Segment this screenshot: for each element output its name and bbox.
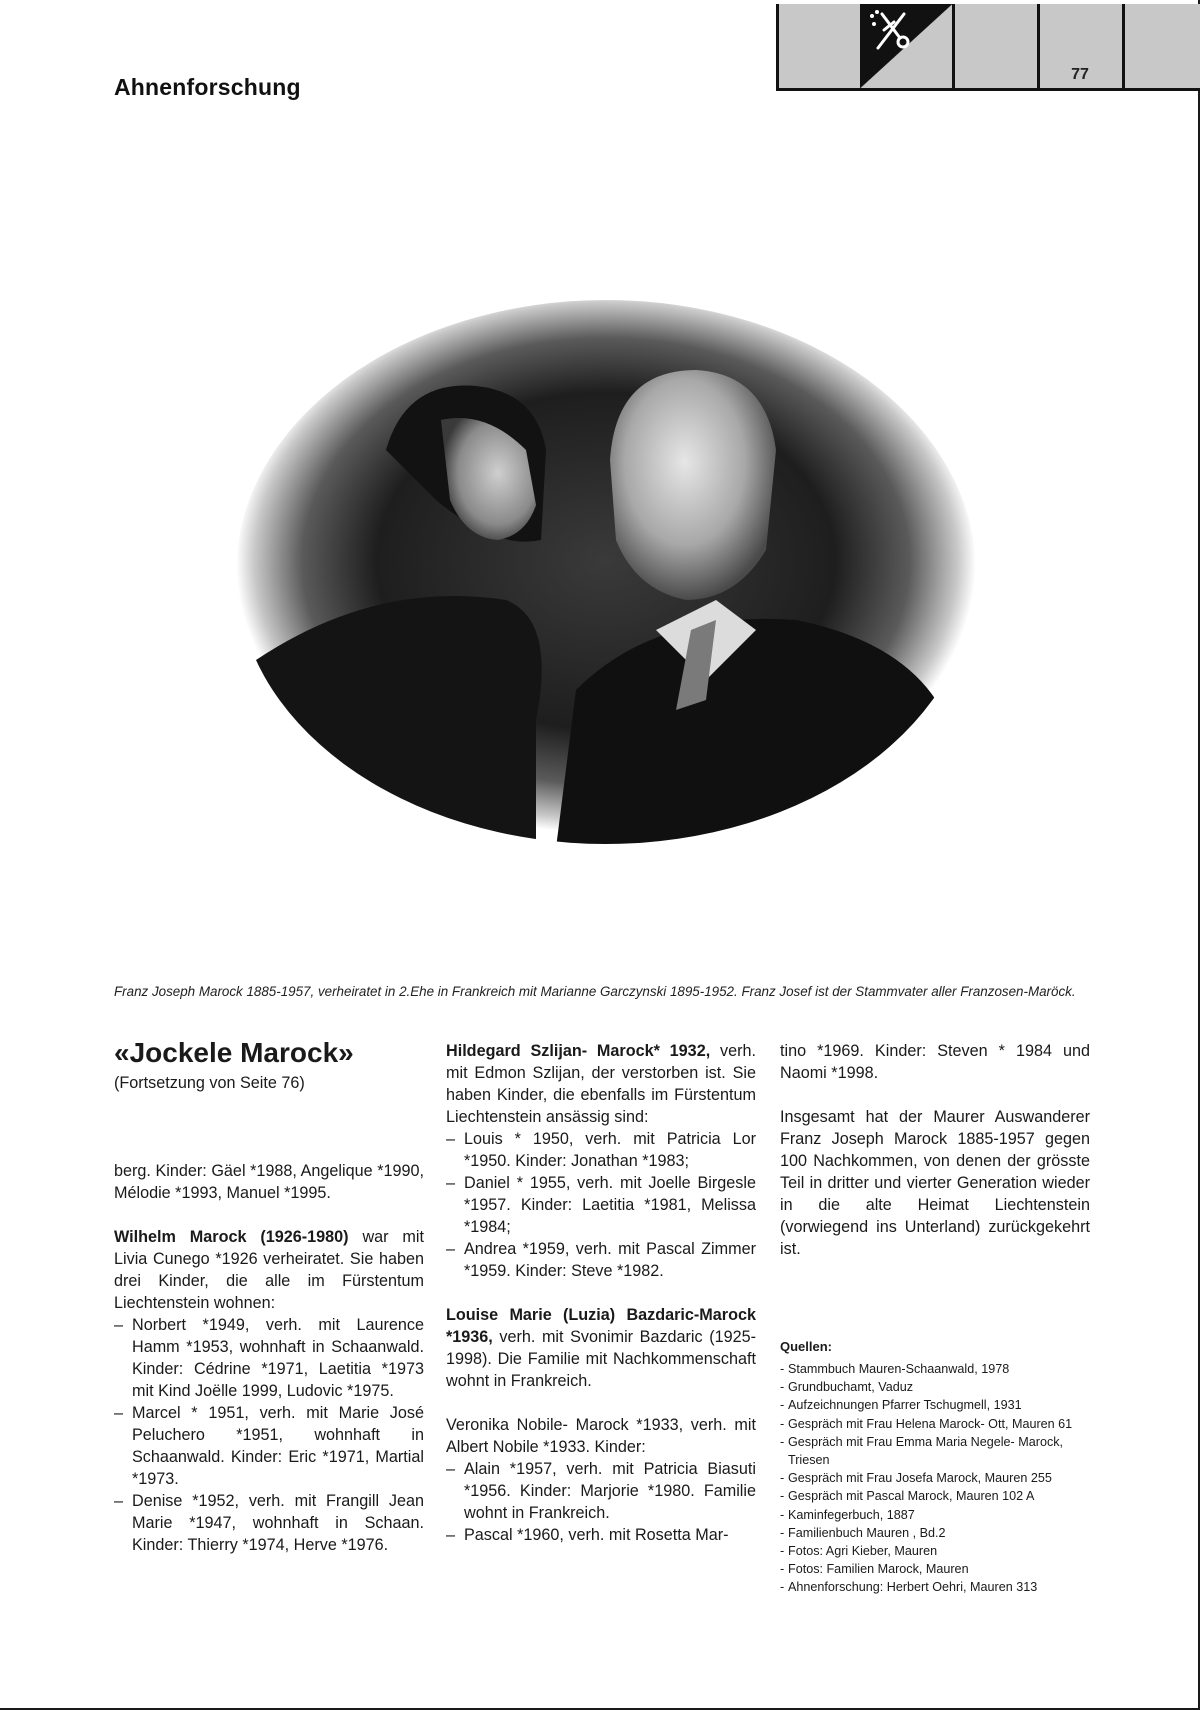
person-name: Hildegard Szlijan- Marock* 1932, [446, 1042, 711, 1060]
paragraph: Insgesamt hat der Maurer Auswanderer Franz Joseph Marock 1885-1957 gegen 100 Nachkommen, von denen der grösste Teil in dritter und vierter Generation wieder in die alte Heimat Liechtenstein (vorwiegend ins Unterland) zurückgekehrt ist. [780, 1108, 1090, 1258]
list-item: – Norbert *1949, verh. mit Laurence Hamm *1953, wohnhaft in Schaanwald. Kinder: Cédrine *1971, Laetitia *1973 mit Kind Joëlle 1999, Ludovic *1975. [114, 1314, 424, 1402]
section-title: Ahnenforschung [114, 74, 301, 100]
source-item: - Kaminfegerbuch, 1887 [780, 1506, 1090, 1524]
text-column-3 [780, 1040, 1090, 1597]
source-item: - Stammbuch Mauren-Schaanwald, 1978 [780, 1360, 1090, 1378]
source-item: - Fotos: Familien Marock, Mauren [780, 1560, 1090, 1578]
text-column-1 [114, 1037, 424, 1556]
text-column-2 [446, 1040, 756, 1546]
photo-caption: Franz Joseph Marock 1885-1957, verheiratet in 2.Ehe in Frankreich mit Marianne Garczynski 1895-1952. Franz Josef ist der Stammvater aller Franzosen-Maröck. [114, 984, 1076, 999]
tab-divider [1122, 4, 1125, 88]
tab-divider [1037, 4, 1040, 88]
list-item: – Louis * 1950, verh. mit Patricia Lor *1950. Kinder: Jonathan *1983; [446, 1128, 756, 1172]
paragraph: Hildegard Szlijan- Marock* 1932, verh. mit Edmon Szlijan, der verstorben ist. Sie haben Kinder, die ebenfalls im Fürstentum Liechtenstein ansässig sind: [446, 1042, 756, 1126]
source-item: - Gespräch mit Frau Emma Maria Negele- Marock, Triesen [780, 1433, 1090, 1469]
list-item: – Alain *1957, verh. mit Patricia Biasuti *1956. Kinder: Marjorie *1980. Familie wohnt in Frankreich. [446, 1458, 756, 1524]
article-title: «Jockele Marock» [114, 1037, 354, 1068]
source-item: - Gespräch mit Frau Helena Marock- Ott, Mauren 61 [780, 1415, 1090, 1433]
children-list [446, 1128, 756, 1282]
children-list [446, 1458, 756, 1546]
person-name: Louise Marie (Luzia) Bazdaric-Marock *1936, [446, 1306, 756, 1346]
list-item: – Marcel * 1951, verh. mit Marie José Peluchero *1951, wohnhaft in Schaanwald. Kinder: Eric *1971, Martial *1973. [114, 1402, 424, 1490]
source-item: - Grundbuchamt, Vaduz [780, 1378, 1090, 1396]
sources-list [780, 1360, 1090, 1597]
source-item: - Familienbuch Mauren , Bd.2 [780, 1524, 1090, 1542]
paragraph: tino *1969. Kinder: Steven * 1984 und Naomi *1998. [780, 1042, 1090, 1082]
source-item: - Gespräch mit Frau Josefa Marock, Mauren 255 [780, 1469, 1090, 1487]
source-item: - Fotos: Agri Kieber, Mauren [780, 1542, 1090, 1560]
list-item: – Daniel * 1955, verh. mit Joelle Birgesle *1957. Kinder: Laetitia *1981, Melissa *1984; [446, 1172, 756, 1238]
paragraph: berg. Kinder: Gäel *1988, Angelique *1990, Mélodie *1993, Manuel *1995. [114, 1162, 424, 1202]
paragraph: Veronika Nobile- Marock *1933, verh. mit Albert Nobile *1933. Kinder: [446, 1416, 756, 1456]
source-item: - Gespräch mit Pascal Marock, Mauren 102 A [780, 1487, 1090, 1505]
children-list [114, 1314, 424, 1556]
tab-divider [952, 4, 955, 88]
man-face [610, 370, 776, 600]
source-item: - Ahnenforschung: Herbert Oehri, Mauren 313 [780, 1578, 1090, 1596]
paragraph: Louise Marie (Luzia) Bazdaric-Marock *1936, verh. mit Svonimir Bazdaric (1925-1998). Die Familie mit Nachkommenschaft wohnt in Frankreich. [446, 1306, 756, 1390]
list-item: – Andrea *1959, verh. mit Pascal Zimmer *1959. Kinder: Steve *1982. [446, 1238, 756, 1282]
emblem-icon [860, 4, 952, 88]
list-item: – Denise *1952, verh. mit Frangill Jean Marie *1947, wohnhaft in Schaan. Kinder: Thierry *1974, Herve *1976. [114, 1490, 424, 1556]
portrait-photo [236, 300, 976, 848]
person-name: Wilhelm Marock (1926-1980) [114, 1228, 349, 1246]
sources-title: Quellen: [780, 1339, 833, 1354]
page-number: 77 [1071, 66, 1089, 83]
paragraph: Wilhelm Marock (1926-1980) war mit Livia Cunego *1926 verheiratet. Sie haben drei Kinder, die alle im Fürstentum Liechtenstein wohnen: [114, 1228, 424, 1312]
list-item: – Pascal *1960, verh. mit Rosetta Mar- [446, 1524, 756, 1546]
source-item: - Aufzeichnungen Pfarrer Tschugmell, 1931 [780, 1396, 1090, 1414]
article-subtitle: (Fortsetzung von Seite 76) [114, 1074, 305, 1092]
page-header-tabs [776, 4, 1200, 91]
